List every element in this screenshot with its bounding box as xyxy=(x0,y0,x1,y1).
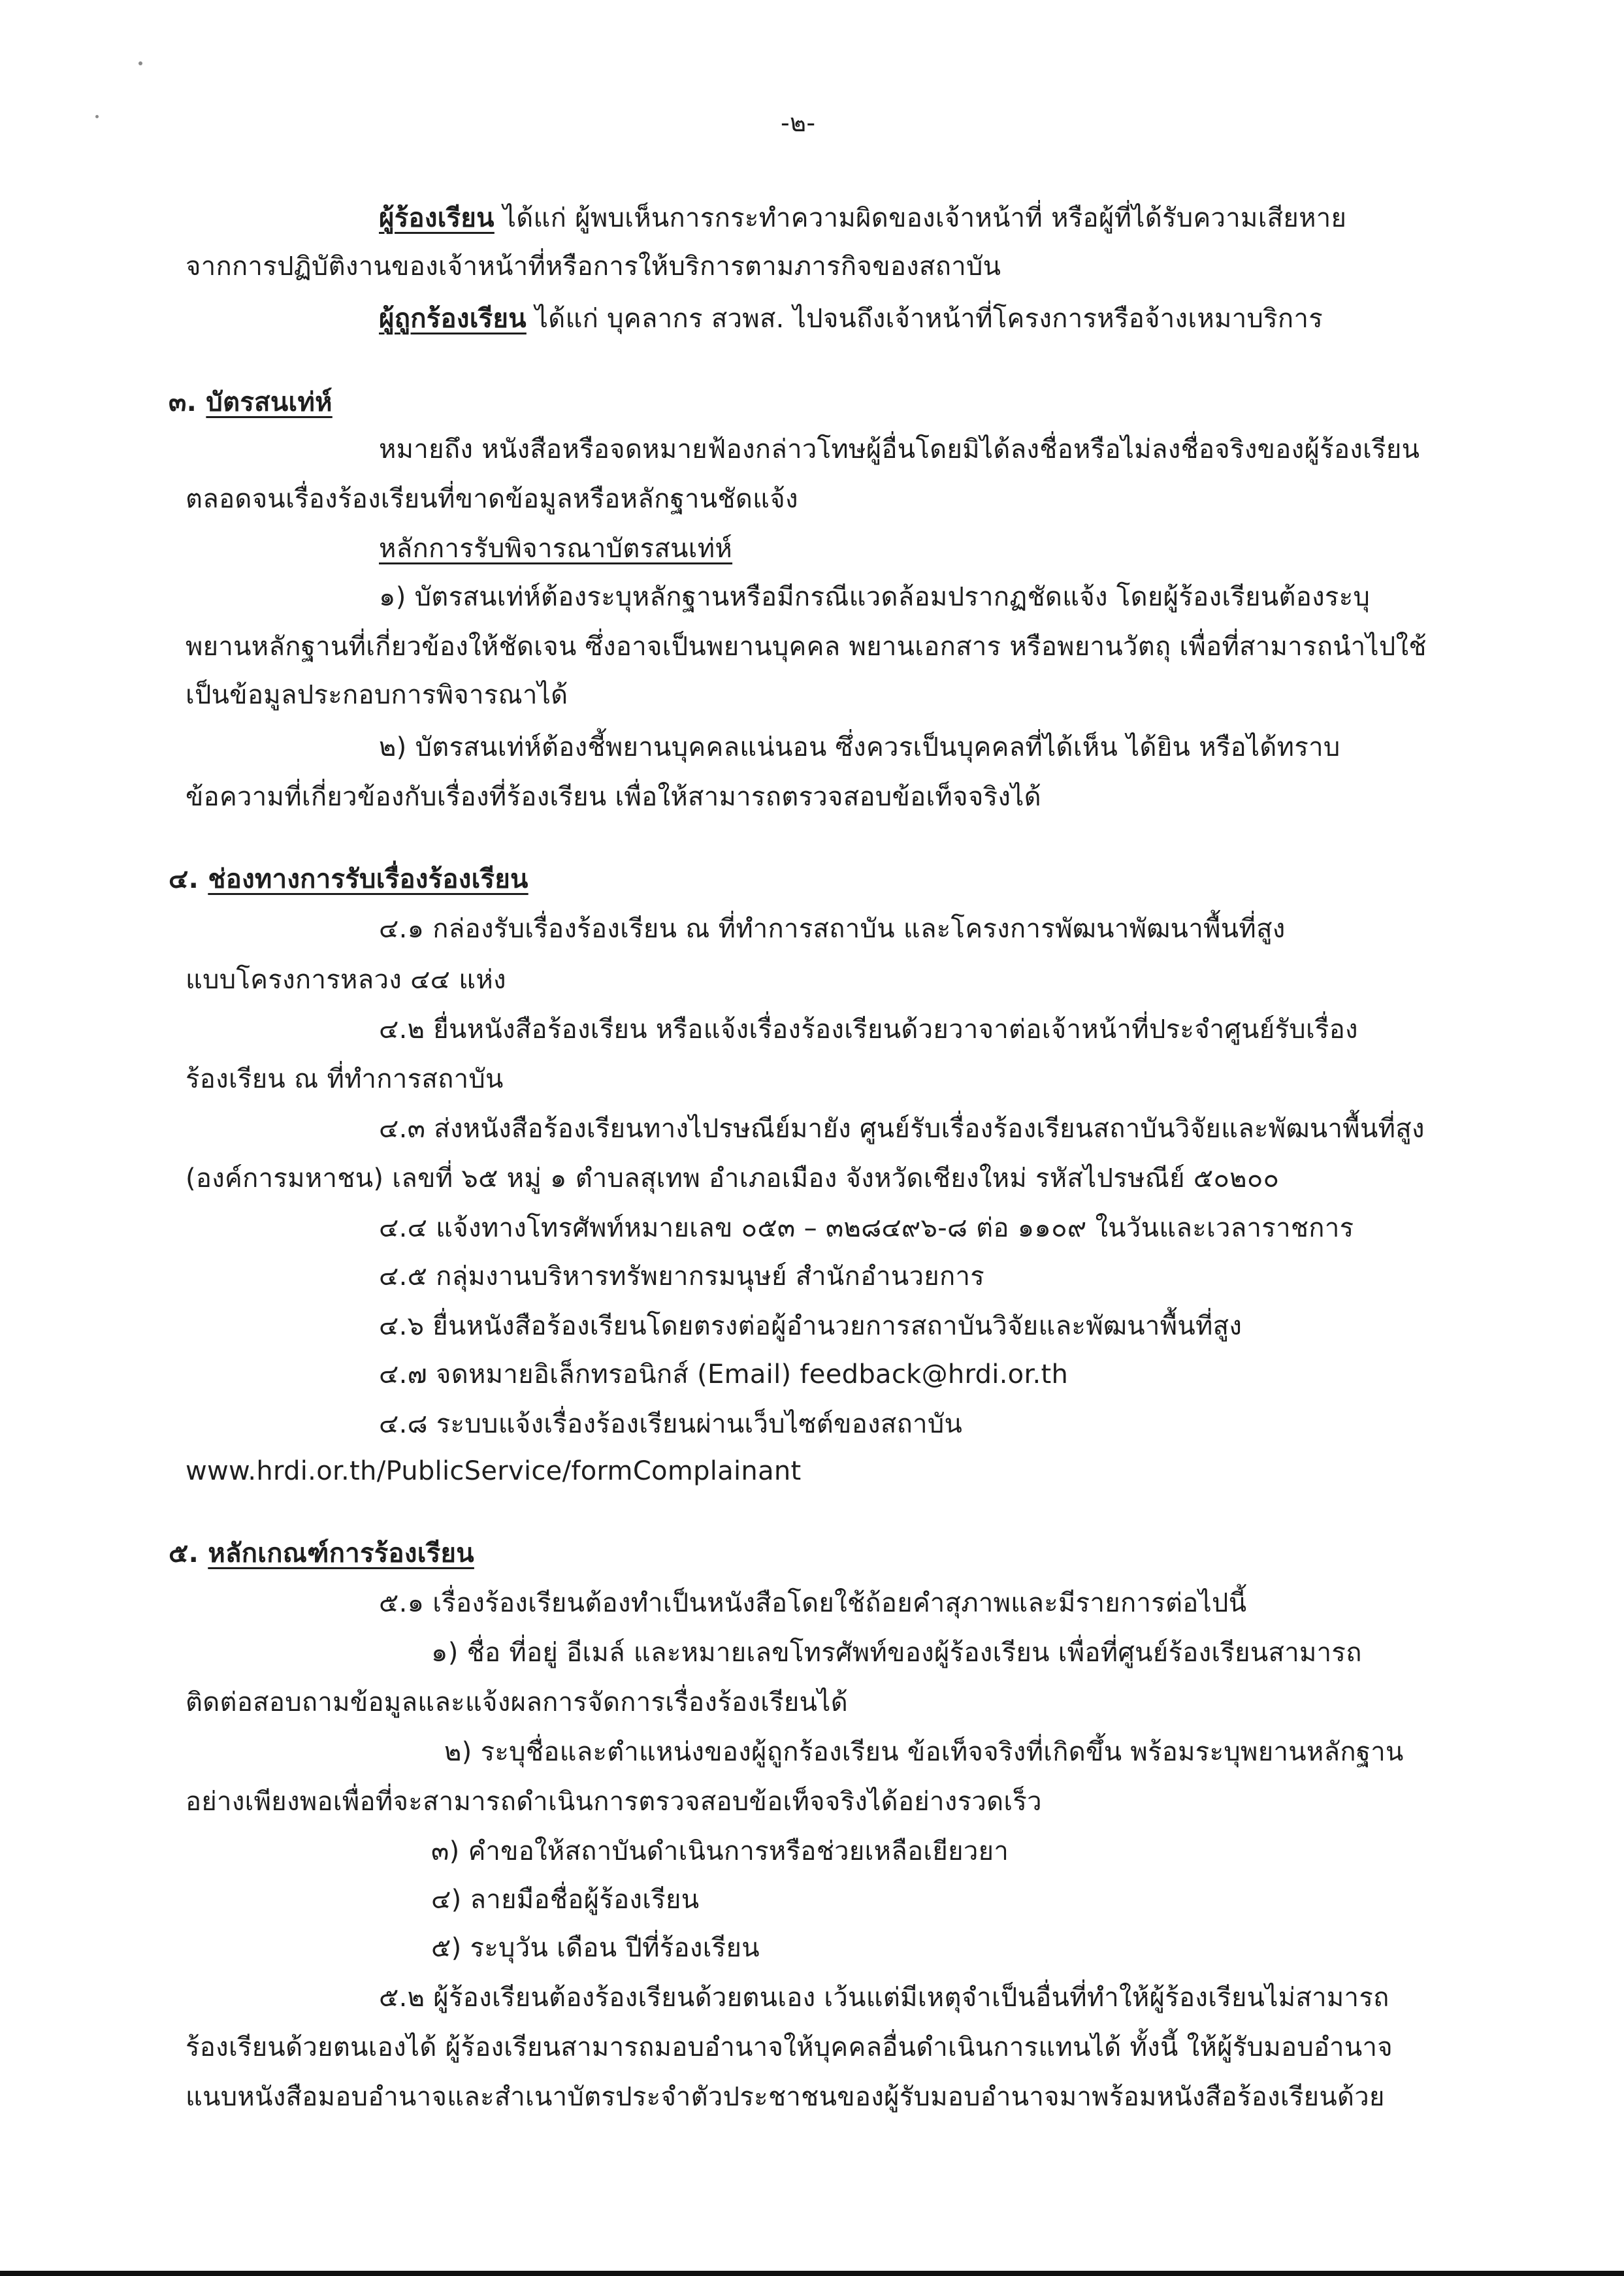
paragraph-line: ร้องเรียนด้วยตนเองได้ ผู้ร้องเรียนสามารถมอบอำนาจให้บุคคลอื่นดำเนินการแทนได้ ทั้งนี้ ให้ผู้รับมอบอำนาจ xyxy=(186,2032,1393,2062)
list-item: ๔.๕ กลุ่มงานบริหารทรัพยากรมนุษย์ สำนักอำนวยการ xyxy=(379,1261,985,1292)
list-item: ๒) บัตรสนเท่ห์ต้องชี้พยานบุคคลแน่นอน ซึ่งควรเป็นบุคคลที่ได้เห็น ได้ยิน หรือได้ทราบ xyxy=(379,732,1340,762)
list-item: ๑) ชื่อ ที่อยู่ อีเมล์ และหมายเลขโทรศัพท์ของผู้ร้องเรียน เพื่อที่ศูนย์ร้องเรียนสามารถ xyxy=(431,1638,1362,1668)
list-item: ๔.๑ กล่องรับเรื่องร้องเรียน ณ ที่ทำการสถาบัน และโครงการพัฒนาพัฒนาพื้นที่สูง xyxy=(379,914,1286,944)
paragraph-line: ข้อความที่เกี่ยวข้องกับเรื่องที่ร้องเรียน เพื่อให้สามารถตรวจสอบข้อเท็จจริงได้ xyxy=(186,782,1041,812)
list-item: ๕) ระบุวัน เดือน ปีที่ร้องเรียน xyxy=(431,1933,760,1963)
paragraph-line: หมายถึง หนังสือหรือจดหมายฟ้องกล่าวโทษผู้อื่นโดยมิได้ลงชื่อหรือไม่ลงชื่อจริงของผู้ร้องเรียน xyxy=(379,434,1420,464)
paragraph-line: ติดต่อสอบถามข้อมูลและแจ้งผลการจัดการเรื่องร้องเรียนได้ xyxy=(186,1687,848,1717)
paragraph-line: แบบโครงการหลวง ๔๔ แห่ง xyxy=(186,965,506,995)
paragraph-line: เป็นข้อมูลประกอบการพิจารณาได้ xyxy=(186,680,568,710)
section-3-heading xyxy=(169,384,333,421)
section-title: บัตรสนเท่ห์ xyxy=(206,387,333,417)
paragraph-line: พยานหลักฐานที่เกี่ยวข้องให้ชัดเจน ซึ่งอาจเป็นพยานบุคคล พยานเอกสาร หรือพยานวัตถุ เพื่อที่สามารถนำไปใช้ xyxy=(186,632,1427,662)
definition-text: ได้แก่ ผู้พบเห็นการกระทำความผิดของเจ้าหน้าที่ หรือผู้ที่ได้รับความเสียหาย xyxy=(494,203,1347,233)
paragraph-line: (องค์การมหาชน) เลขที่ ๖๕ หมู่ ๑ ตำบลสุเทพ อำเภอเมือง จังหวัดเชียงใหม่ รหัสไปรษณีย์ ๕๐๒๐๐ xyxy=(186,1163,1280,1194)
section-4-heading xyxy=(169,861,528,898)
respondent-definition xyxy=(379,301,1323,337)
definition-text: ได้แก่ บุคลากร สวพส. ไปจนถึงเจ้าหน้าที่โครงการหรือจ้างเหมาบริการ xyxy=(526,304,1323,334)
scan-speck xyxy=(138,61,142,65)
list-item: ๔.๓ ส่งหนังสือร้องเรียนทางไปรษณีย์มายัง ศูนย์รับเรื่องร้องเรียนสถาบันวิจัยและพัฒนาพื้นที่สูง xyxy=(379,1114,1425,1144)
list-item: ๔.๘ ระบบแจ้งเรื่องร้องเรียนผ่านเว็บไซต์ของสถาบัน xyxy=(379,1409,963,1439)
paragraph-line: ตลอดจนเรื่องร้องเรียนที่ขาดข้อมูลหรือหลักฐานชัดแจ้ง xyxy=(186,484,798,514)
section-title: หลักเกณฑ์การร้องเรียน xyxy=(208,1538,474,1569)
list-item: ๕.๑ เรื่องร้องเรียนต้องทำเป็นหนังสือโดยใช้ถ้อยคำสุภาพและมีรายการต่อไปนี้ xyxy=(379,1588,1247,1618)
section-title: ช่องทางการรับเรื่องร้องเรียน xyxy=(208,864,528,894)
section-number: ๔. xyxy=(169,864,199,894)
list-item: ๒) ระบุชื่อและตำแหน่งของผู้ถูกร้องเรียน ข้อเท็จจริงที่เกิดขึ้น พร้อมระบุพยานหลักฐาน xyxy=(444,1737,1404,1767)
website-url: www.hrdi.or.th/PublicService/formComplainant xyxy=(186,1456,802,1486)
section-number: ๕. xyxy=(169,1538,199,1569)
paragraph-line: จากการปฏิบัติงานของเจ้าหน้าที่หรือการให้บริการตามภารกิจของสถาบัน xyxy=(186,252,1001,282)
list-item: ๔.๔ แจ้งทางโทรศัพท์หมายเลข ๐๕๓ – ๓๒๘๔๙๖-๘ ต่อ ๑๑๐๙ ในวันและเวลาราชการ xyxy=(379,1213,1354,1243)
list-item: ๓) คำขอให้สถาบันดำเนินการหรือช่วยเหลือเยียวยา xyxy=(431,1836,1009,1866)
scan-speck xyxy=(95,115,99,118)
paragraph-line: แนบหนังสือมอบอำนาจและสำเนาบัตรประจำตัวประชาชนของผู้รับมอบอำนาจมาพร้อมหนังสือร้องเรียนด้วย xyxy=(186,2082,1385,2112)
list-item: ๔.๖ ยื่นหนังสือร้องเรียนโดยตรงต่อผู้อำนวยการสถาบันวิจัยและพัฒนาพื้นที่สูง xyxy=(379,1311,1242,1341)
list-item: ๔.๗ จดหมายอิเล็กทรอนิกส์ (Email) feedback@hrdi.or.th xyxy=(379,1359,1069,1390)
paragraph-line: อย่างเพียงพอเพื่อที่จะสามารถดำเนินการตรวจสอบข้อเท็จจริงได้อย่างรวดเร็ว xyxy=(186,1787,1042,1817)
list-item: ๑) บัตรสนเท่ห์ต้องระบุหลักฐานหรือมีกรณีแวดล้อมปรากฏชัดแจ้ง โดยผู้ร้องเรียนต้องระบุ xyxy=(379,582,1371,612)
list-item: ๔.๒ ยื่นหนังสือร้องเรียน หรือแจ้งเรื่องร้องเรียนด้วยวาจาต่อเจ้าหน้าที่ประจำศูนย์รับเรื่อง xyxy=(379,1015,1358,1045)
complainant-definition xyxy=(379,200,1346,236)
scan-edge xyxy=(0,2271,1624,2276)
list-item: ๕.๒ ผู้ร้องเรียนต้องร้องเรียนด้วยตนเอง เว้นแต่มีเหตุจำเป็นอื่นที่ทำให้ผู้ร้องเรียนไม่สามารถ xyxy=(379,1983,1389,2013)
term-respondent: ผู้ถูกร้องเรียน xyxy=(379,304,527,334)
list-item: ๔) ลายมือชื่อผู้ร้องเรียน xyxy=(431,1885,700,1915)
section-5-heading xyxy=(169,1535,474,1572)
subheading: หลักการรับพิจารณาบัตรสนเท่ห์ xyxy=(379,534,733,564)
paragraph-line: ร้องเรียน ณ ที่ทำการสถาบัน xyxy=(186,1064,504,1094)
term-complainant: ผู้ร้องเรียน xyxy=(379,203,495,233)
page-number: -๒- xyxy=(781,108,816,137)
section-number: ๓. xyxy=(169,387,197,417)
